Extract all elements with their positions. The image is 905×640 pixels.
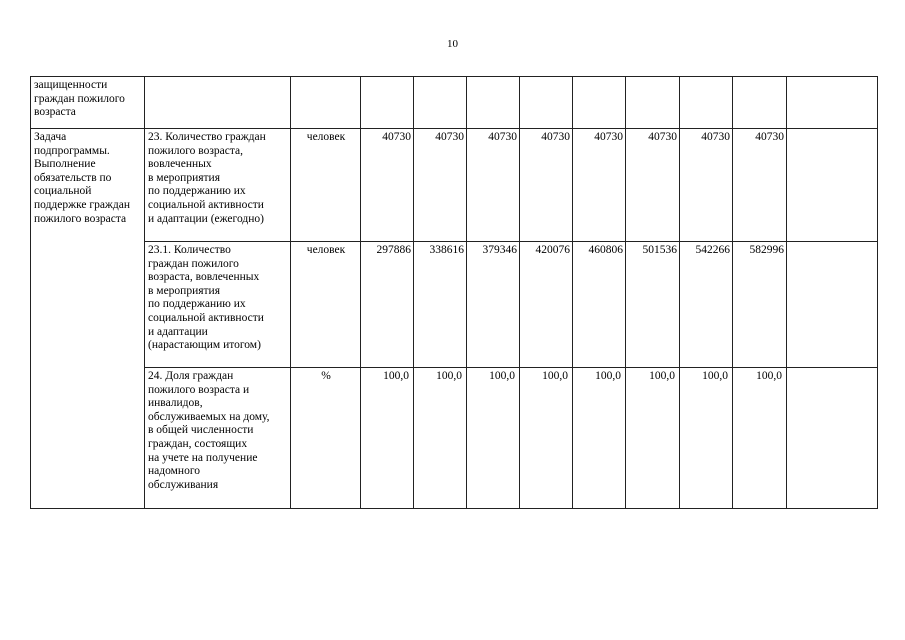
- cell-text-line: социальной активности: [148, 198, 264, 211]
- indicator-cell: [145, 77, 291, 129]
- value-cell: 420076: [520, 242, 573, 368]
- indicator-cell: [145, 129, 291, 242]
- value-cell: 40730: [520, 129, 573, 242]
- value-cell: 379346: [467, 242, 520, 368]
- cell-text-line: защищенности: [34, 79, 108, 91]
- cell-text-line: в мероприятия: [148, 171, 221, 184]
- cell-text-line: поддержке граждан: [34, 198, 130, 211]
- table-row: [31, 77, 878, 129]
- table-row: [31, 242, 878, 368]
- cell-text-line: инвалидов,: [148, 397, 203, 410]
- cell-text-line: пожилого возраста,: [148, 144, 244, 157]
- value-cell: [573, 77, 626, 129]
- cell-text-line: обязательств по: [34, 171, 112, 184]
- value-cell: 40730: [361, 129, 414, 242]
- cell-text-line: надомного: [148, 465, 201, 478]
- value-cell: 100,0: [414, 368, 467, 509]
- value-cell: 40730: [680, 129, 733, 242]
- value-cell: 338616: [414, 242, 467, 368]
- task-cell: [31, 129, 145, 509]
- value-cell: 100,0: [520, 368, 573, 509]
- cell-text-line: вовлеченных: [148, 158, 212, 171]
- page-number: 10: [447, 38, 458, 50]
- value-cell: 100,0: [361, 368, 414, 509]
- cell-text-line: граждан пожилого: [34, 92, 125, 105]
- value-cell: 100,0: [680, 368, 733, 509]
- unit-cell: [291, 77, 361, 129]
- value-cell: [787, 242, 878, 368]
- value-cell: 460806: [573, 242, 626, 368]
- value-cell: [787, 129, 878, 242]
- cell-text-line: и адаптации (ежегодно): [148, 212, 264, 225]
- cell-text-line: пожилого возраста и: [148, 383, 250, 396]
- table-row: [31, 368, 878, 509]
- value-cell: 100,0: [467, 368, 520, 509]
- value-cell: 501536: [626, 242, 680, 368]
- cell-text-line: пожилого возраста: [34, 212, 127, 225]
- indicator-cell: [145, 242, 291, 368]
- cell-text-line: социальной: [34, 185, 92, 198]
- value-cell: 40730: [573, 129, 626, 242]
- indicators-table: [30, 76, 878, 509]
- cell-text-line: по поддержанию их: [148, 298, 246, 311]
- cell-text-line: обслуживания: [148, 478, 219, 491]
- cell-text-line: возраста, вовлеченных: [148, 271, 260, 284]
- cell-text-line: Задача: [34, 131, 67, 143]
- cell-text-line: Выполнение: [34, 158, 96, 171]
- cell-text-line: в общей численности: [148, 424, 254, 437]
- cell-text-line: обслуживаемых на дому,: [148, 410, 270, 423]
- value-cell: [520, 77, 573, 129]
- value-cell: 40730: [626, 129, 680, 242]
- cell-text-line: граждан пожилого: [148, 257, 239, 270]
- cell-text-line: 23. Количество граждан: [148, 131, 266, 143]
- unit-cell: человек: [291, 129, 361, 242]
- cell-text-line: по поддержанию их: [148, 185, 246, 198]
- cell-text-line: социальной активности: [148, 311, 264, 324]
- value-cell: [626, 77, 680, 129]
- value-cell: [787, 368, 878, 509]
- value-cell: [467, 77, 520, 129]
- value-cell: 542266: [680, 242, 733, 368]
- task-cell: [31, 77, 145, 129]
- table-row: [31, 129, 878, 242]
- unit-cell: человек: [291, 242, 361, 368]
- cell-text-line: возраста: [34, 106, 76, 119]
- unit-cell: %: [291, 368, 361, 509]
- cell-text-line: граждан, состоящих: [148, 437, 248, 450]
- value-cell: [733, 77, 787, 129]
- value-cell: [414, 77, 467, 129]
- value-cell: 582996: [733, 242, 787, 368]
- value-cell: [680, 77, 733, 129]
- cell-text-line: и адаптации: [148, 325, 208, 338]
- value-cell: 100,0: [733, 368, 787, 509]
- cell-text-line: подпрограммы.: [34, 144, 110, 157]
- value-cell: 40730: [467, 129, 520, 242]
- cell-text-line: на учете на получение: [148, 451, 258, 464]
- value-cell: 297886: [361, 242, 414, 368]
- indicator-cell: [145, 368, 291, 509]
- cell-text-line: 23.1. Количество: [148, 244, 231, 256]
- cell-text-line: 24. Доля граждан: [148, 370, 234, 382]
- cell-text-line: в мероприятия: [148, 284, 221, 297]
- value-cell: 40730: [733, 129, 787, 242]
- value-cell: 100,0: [573, 368, 626, 509]
- value-cell: [361, 77, 414, 129]
- value-cell: 100,0: [626, 368, 680, 509]
- value-cell: 40730: [414, 129, 467, 242]
- cell-text-line: (нарастающим итогом): [148, 339, 261, 352]
- value-cell: [787, 77, 878, 129]
